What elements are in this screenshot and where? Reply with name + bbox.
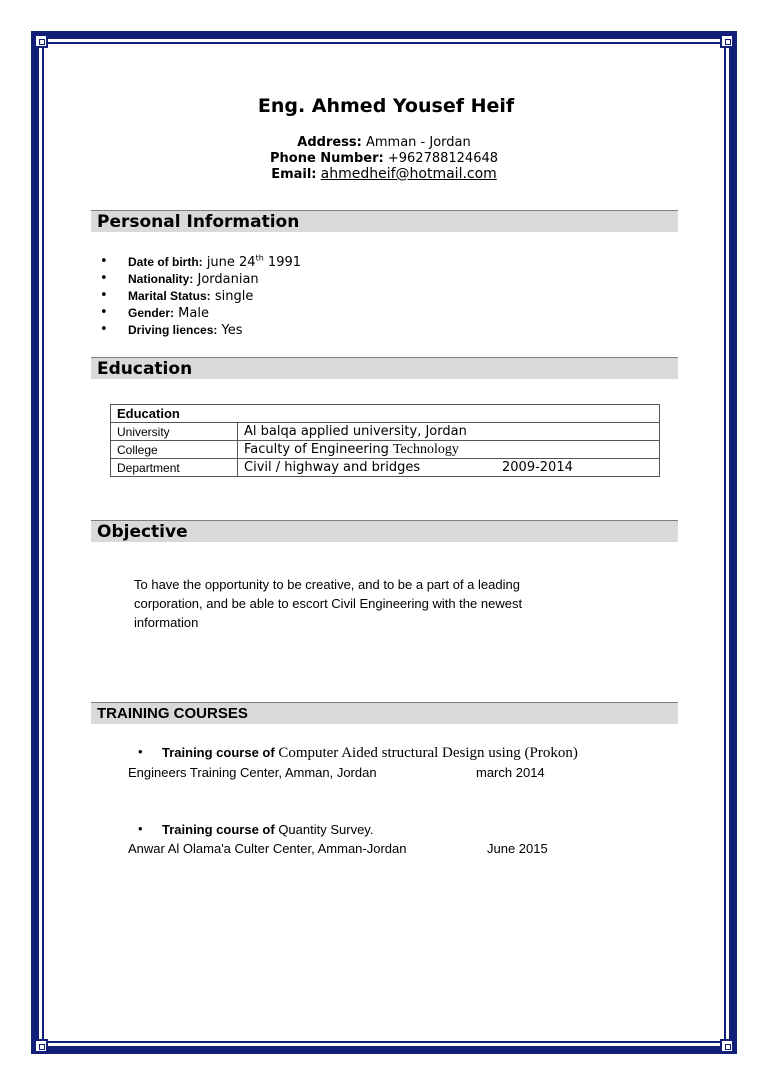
border-corner-ornament bbox=[720, 34, 734, 48]
dob-value: june 24th 1991 bbox=[206, 253, 302, 270]
candidate-name: Eng. Ahmed Yousef Heif bbox=[257, 95, 515, 117]
course-label: Training course of bbox=[162, 745, 275, 760]
email-line bbox=[0, 166, 768, 183]
section-education bbox=[91, 357, 678, 379]
address-label: Address: bbox=[297, 135, 362, 150]
list-item: • Training course of Quantity Survey. bbox=[138, 821, 374, 837]
section-personal-information bbox=[91, 210, 678, 232]
address-value: Amman - Jordan bbox=[365, 135, 471, 150]
list-item bbox=[100, 323, 301, 340]
phone-label: Phone Number: bbox=[269, 151, 384, 166]
table-cell-value: Faculty of Engineering Technology bbox=[238, 441, 660, 459]
table-cell-value: Al balqa applied university, Jordan bbox=[238, 423, 660, 441]
gender-value: Male bbox=[178, 306, 209, 321]
section-title: TRAINING COURSES bbox=[97, 705, 248, 722]
nationality-value: Jordanian bbox=[197, 272, 259, 287]
table-row bbox=[111, 459, 660, 477]
section-title: Education bbox=[97, 359, 193, 379]
course-label: Training course of bbox=[162, 822, 275, 837]
border-corner-ornament bbox=[34, 34, 48, 48]
marital-value: single bbox=[214, 289, 254, 304]
table-cell-label: Department bbox=[111, 459, 238, 477]
objective-text: To have the opportunity to be creative, and to be a part of a leading corporation, and be able to escort Civil Engineering with the newest information bbox=[134, 577, 523, 630]
table-row bbox=[111, 423, 660, 441]
marital-label: Marital Status: bbox=[128, 289, 211, 303]
driving-value: Yes bbox=[221, 323, 243, 338]
list-item bbox=[100, 255, 301, 272]
list-item bbox=[100, 272, 301, 289]
table-header: Education bbox=[111, 405, 660, 423]
section-title: Objective bbox=[97, 522, 188, 542]
table-cell-label: University bbox=[111, 423, 238, 441]
page-border-inner bbox=[42, 42, 726, 1043]
border-corner-ornament bbox=[34, 1039, 48, 1053]
gender-label: Gender: bbox=[128, 306, 175, 320]
driving-label: Driving liences: bbox=[128, 323, 218, 337]
course-date: June 2015 bbox=[487, 841, 548, 856]
list-item bbox=[100, 306, 301, 323]
table-row bbox=[111, 405, 660, 423]
email-link[interactable]: ahmedheif@hotmail.com bbox=[320, 166, 497, 182]
dob-label: Date of birth: bbox=[128, 255, 203, 269]
course-date: march 2014 bbox=[476, 765, 545, 780]
table-cell-value: Civil / highway and bridges 2009-2014 bbox=[238, 459, 660, 477]
education-table bbox=[110, 404, 660, 477]
section-title: Personal Information bbox=[97, 212, 300, 232]
list-item: • Training course of Computer Aided structural Design using (Prokon) bbox=[138, 744, 578, 761]
personal-info-list bbox=[100, 255, 301, 340]
year-range: 2009-2014 bbox=[502, 460, 573, 475]
phone-line bbox=[0, 150, 768, 167]
border-corner-ornament bbox=[720, 1039, 734, 1053]
phone-value: +962788124648 bbox=[387, 151, 499, 166]
section-training-courses bbox=[91, 702, 678, 724]
email-label: Email: bbox=[271, 167, 317, 182]
list-item bbox=[100, 289, 301, 306]
course-place: Engineers Training Center, Amman, Jordan bbox=[128, 765, 377, 780]
table-cell-label: College bbox=[111, 441, 238, 459]
course-name: Computer Aided structural Design using (Prokon) bbox=[278, 745, 578, 761]
nationality-label: Nationality: bbox=[128, 272, 194, 286]
address-line bbox=[0, 134, 768, 151]
table-row bbox=[111, 441, 660, 459]
section-objective bbox=[91, 520, 678, 542]
course-place: Anwar Al Olama'a Culter Center, Amman-Jordan bbox=[128, 841, 407, 856]
course-name: Quantity Survey. bbox=[278, 822, 374, 837]
